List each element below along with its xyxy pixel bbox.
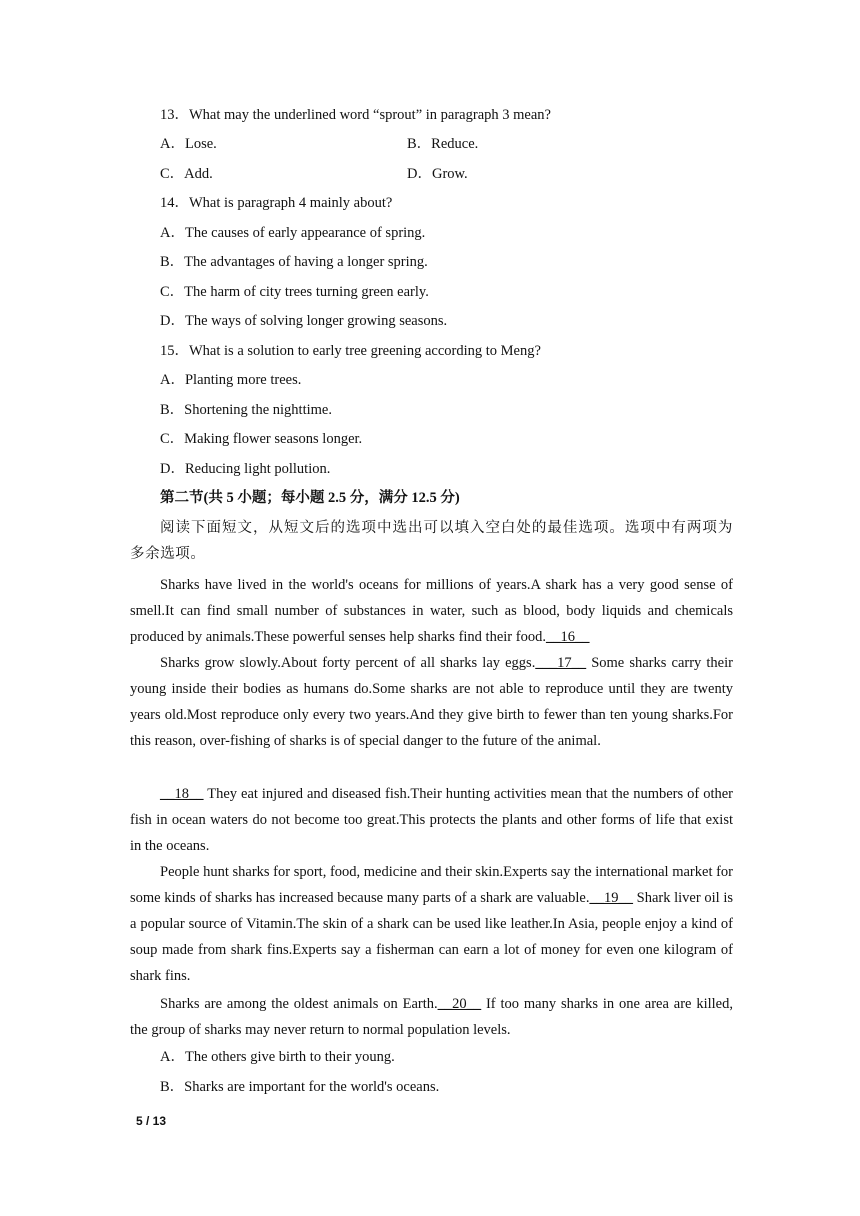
q15-option-c: C．Making flower seasons longer. xyxy=(160,431,363,447)
q13-option-b: B．Reduce. xyxy=(407,136,479,152)
q14-option-d: D．The ways of solving longer growing seasons. xyxy=(160,313,448,329)
section-instruction: 阅读下面短文，从短文后的选项中选出可以填入空白处的最佳选项。选项中有两项为多余选项。 xyxy=(130,520,733,562)
q15-option-d: D．Reducing light pollution. xyxy=(160,461,331,477)
q15-option-b: B．Shortening the nighttime. xyxy=(160,402,332,418)
paragraph-3-text: They eat injured and diseased fish.Their hunting activities mean that the numbers of other fish in ocean waters do not become too great.This protects the plants and other forms of life that exist in the oceans. xyxy=(130,786,733,854)
paragraph-2-text-b: Some sharks carry their young inside their bodies as humans do.Some sharks are not able to reproduce until they are twenty years old.Most reproduce only every two years.And they give birth to fewer than ten young sharks.For this reason, over-fishing of sharks is of special danger to the future of the animal. xyxy=(130,655,733,749)
passage-paragraph-3 xyxy=(130,781,733,859)
section-title: 第二节(共 5 小题；每小题 2.5 分，满分 12.5 分) xyxy=(160,490,460,506)
paragraph-2-text-a: Sharks grow slowly.About forty percent of all sharks lay eggs. xyxy=(160,655,536,671)
blank-19: __19__ xyxy=(589,890,633,906)
q13-option-c: C．Add. xyxy=(160,166,213,182)
q13-option-a: A．Lose. xyxy=(160,136,217,152)
blank-18: __18__ xyxy=(160,786,204,802)
question-13-stem: 13．What may the underlined word “sprout” in paragraph 3 mean? xyxy=(160,107,551,123)
question-15-stem: 15．What is a solution to early tree greening according to Meng? xyxy=(160,343,541,359)
paragraph-1-text: Sharks have lived in the world's oceans for millions of years.A shark has a very good sense of smell.It can find small number of substances in water, such as blood, body liquids and chemicals produced by animals.These powerful senses help sharks find their food. xyxy=(130,577,733,645)
choice-a: A．The others give birth to their young. xyxy=(160,1049,395,1065)
blank-20: __20__ xyxy=(437,996,482,1012)
q15-option-a: A．Planting more trees. xyxy=(160,372,302,388)
passage-paragraph-2 xyxy=(130,650,733,754)
paragraph-4-text-a: People hunt sharks for sport, food, medicine and their skin.Experts say the international market for some kinds of sharks has increased because many parts of a shark are valuable. xyxy=(130,864,734,906)
q13-option-d: D．Grow. xyxy=(407,166,468,182)
q14-option-a: A．The causes of early appearance of spring. xyxy=(160,225,426,241)
question-14-stem: 14．What is paragraph 4 mainly about? xyxy=(160,195,393,211)
passage-paragraph-1 xyxy=(130,572,733,650)
paragraph-5-text-a: Sharks are among the oldest animals on Earth. xyxy=(160,996,438,1012)
blank-16: __16__ xyxy=(545,629,590,645)
passage-paragraph-5 xyxy=(130,991,733,1043)
page-number: 5 / 13 xyxy=(136,1114,167,1128)
paragraph-5-text-b: If too many sharks in one area are killed, the group of sharks may never return to normal population levels. xyxy=(130,996,733,1038)
blank-17: ___17__ xyxy=(535,655,587,671)
q14-option-b: B．The advantages of having a longer spring. xyxy=(160,254,428,270)
choice-b: B．Sharks are important for the world's oceans. xyxy=(160,1079,440,1095)
paragraph-4-text-b: Shark liver oil is a popular source of Vitamin.The skin of a shark can be used like leather.In Asia, people enjoy a kind of soup made from shark fins.Experts say a fisherman can earn a lot of money for even one kilogram of shark fins. xyxy=(130,890,733,984)
passage-paragraph-4 xyxy=(130,859,733,989)
q14-option-c: C．The harm of city trees turning green early. xyxy=(160,284,429,300)
